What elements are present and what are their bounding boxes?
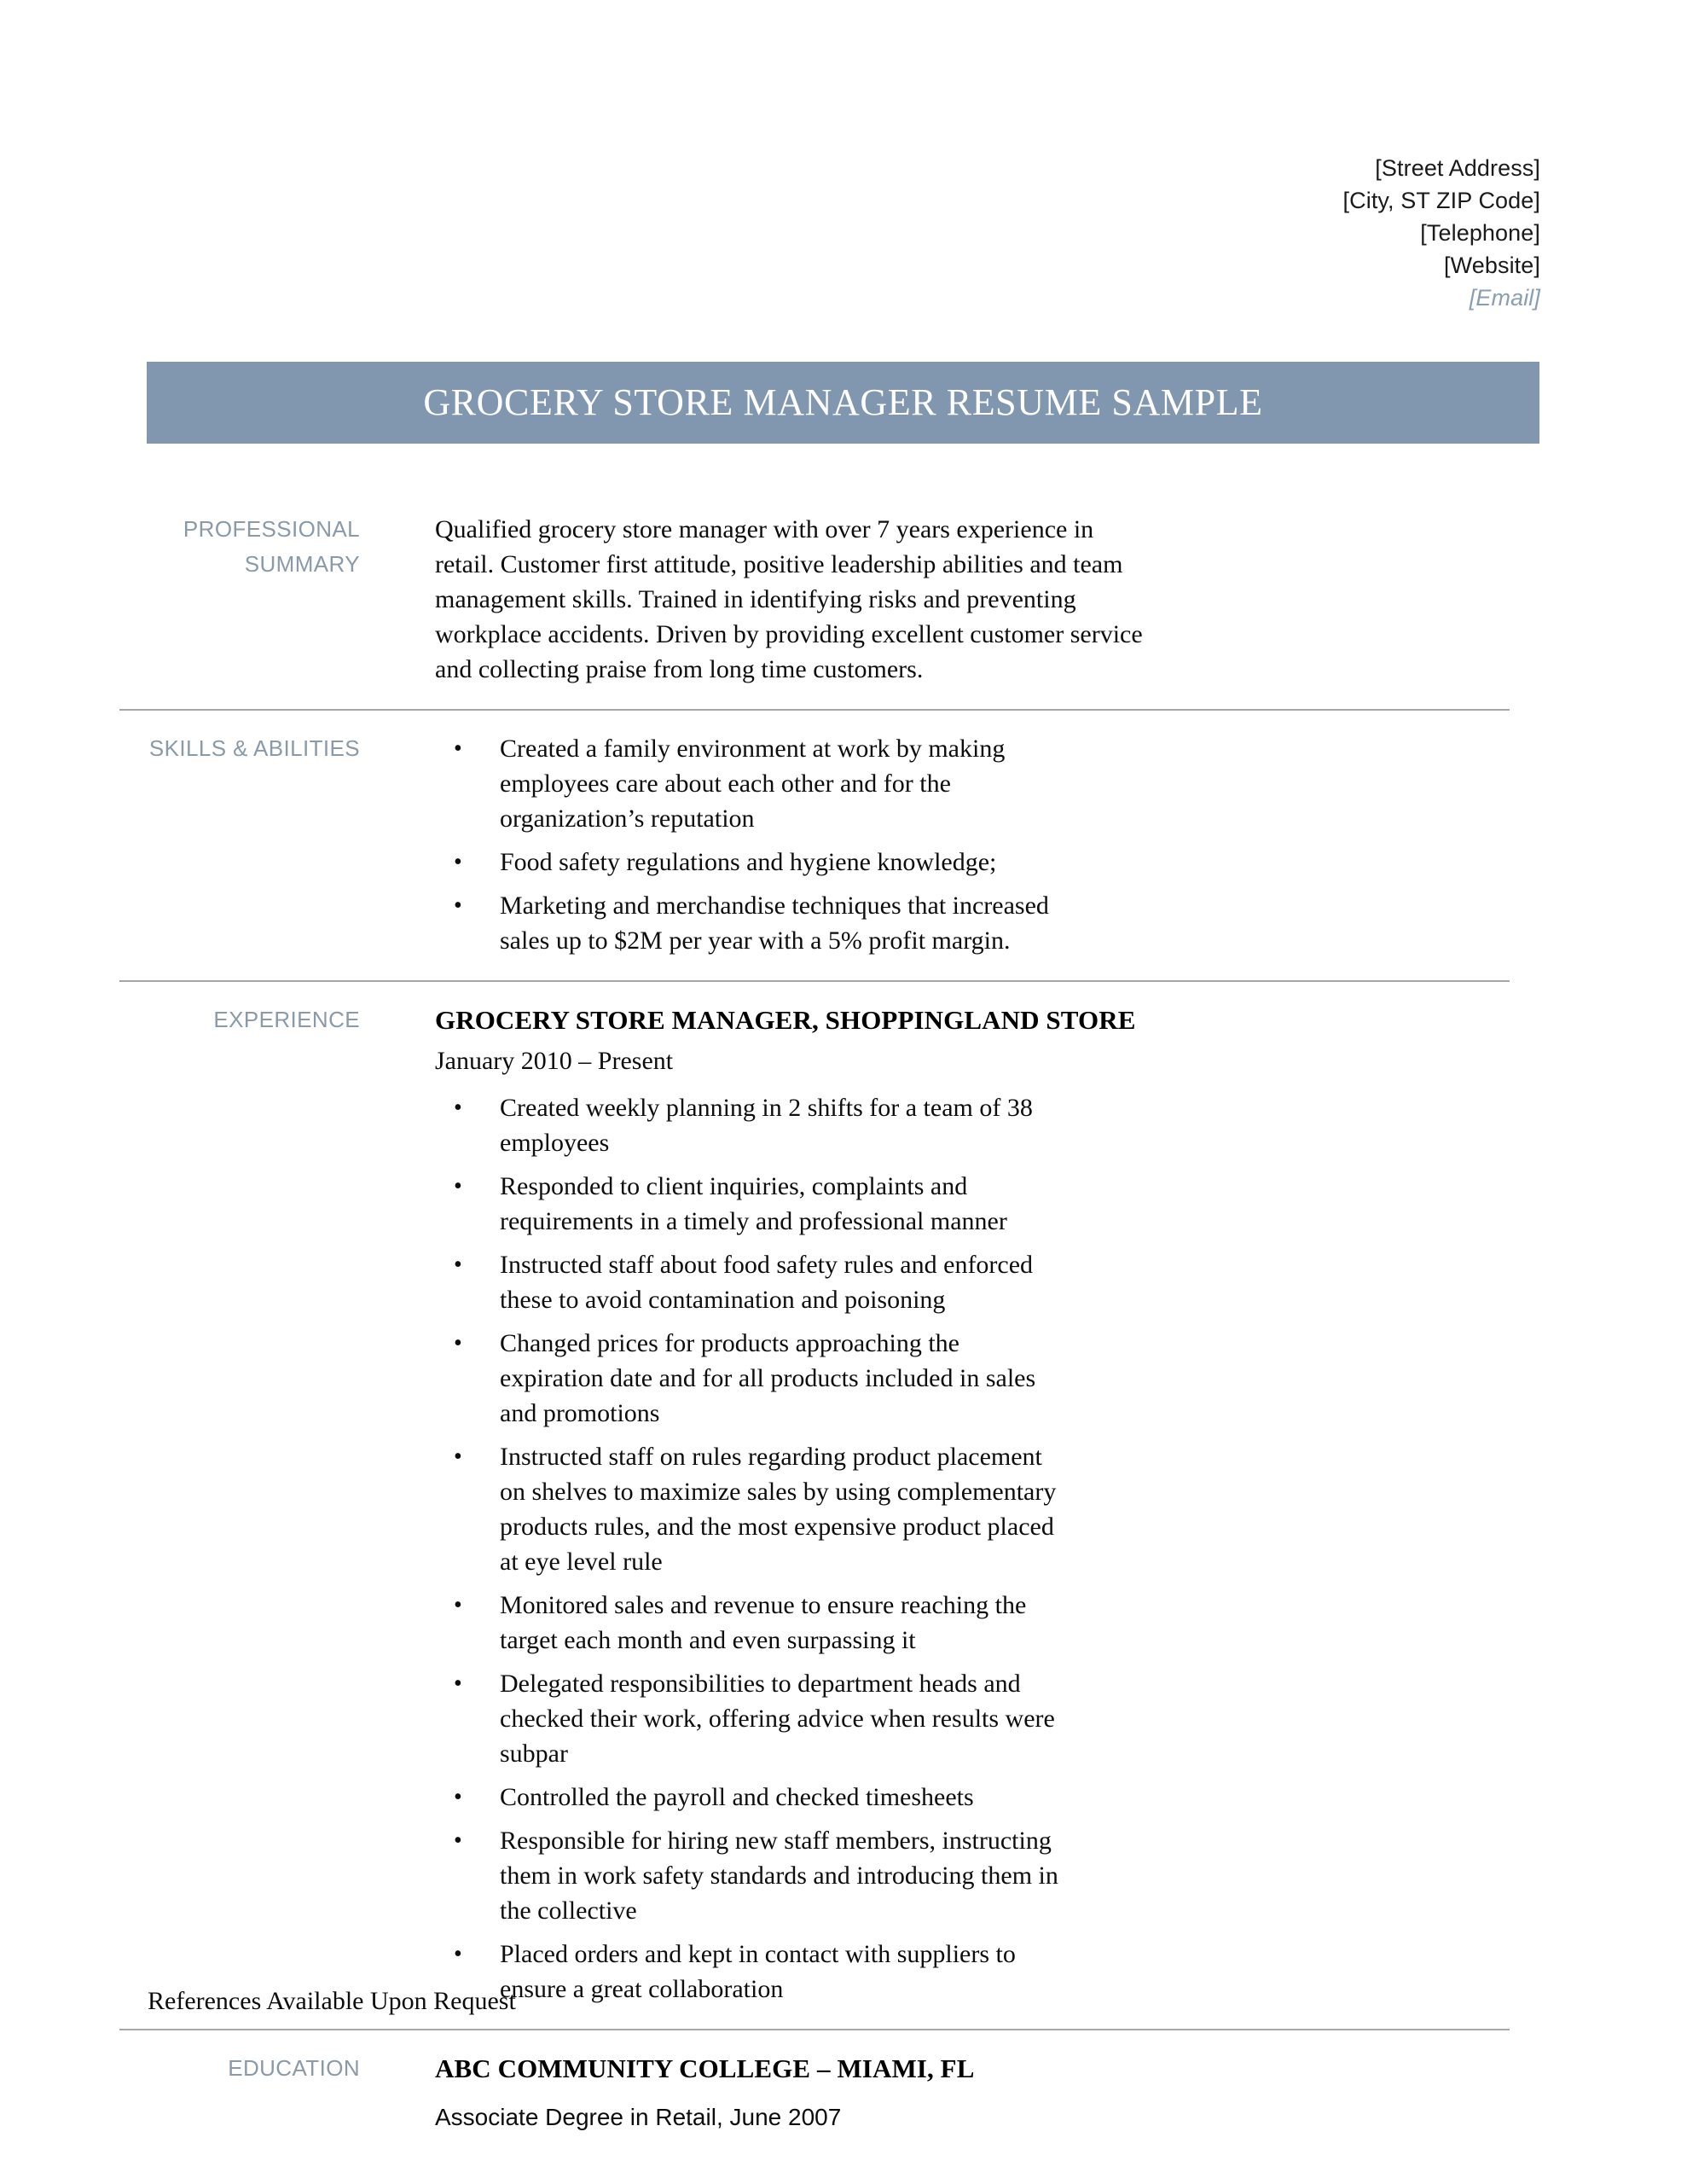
experience-body-column	[360, 1002, 1569, 2007]
list-item: • Changed prices for products approaching the expiration date and for all products included in sales and promotions	[435, 1326, 1063, 1431]
list-item: • Monitored sales and revenue to ensure reaching the target each month and even surpassing it	[435, 1588, 1063, 1658]
section-label-summary-line2: SUMMARY	[244, 551, 360, 577]
contact-website: [Website]	[1444, 253, 1540, 278]
resume-title-banner	[147, 362, 1539, 444]
list-item: • Instructed staff about food safety rules and enforced these to avoid contamination and poisoning	[435, 1247, 1063, 1317]
skills-bullet-list	[435, 731, 1569, 958]
skills-label-column	[119, 731, 360, 766]
summary-label-column	[119, 512, 360, 582]
section-experience	[119, 980, 1569, 2029]
list-item: • Instructed staff on rules regarding product placement on shelves to maximize sales by using complementary products rules, and the most expensive product placed at eye level rule	[435, 1439, 1063, 1579]
list-item: • Delegated responsibilities to department heads and checked their work, offering advice when results were subpar	[435, 1666, 1063, 1771]
contact-telephone: [Telephone]	[1420, 220, 1540, 246]
contact-street: [Street Address]	[1375, 155, 1540, 181]
references-note: References Available Upon Request	[148, 1987, 516, 2015]
education-label-column	[119, 2051, 360, 2086]
experience-bullet-list	[435, 1090, 1569, 2007]
list-item: • Food safety regulations and hygiene knowledge;	[435, 845, 1063, 880]
skills-body-column	[360, 731, 1569, 958]
section-skills-abilities	[119, 709, 1569, 980]
experience-label-column	[119, 1002, 360, 1037]
summary-paragraph: Qualified grocery store manager with over 7 years experience in retail. Customer first attitude, positive leadership abilities and team management skills. Trained in identifying risks and preventing workplace accidents. Driven by providing excellent customer service and collecting praise from long time customers.	[435, 515, 1143, 683]
list-item: • Created weekly planning in 2 shifts for a team of 38 employees	[435, 1090, 1063, 1160]
education-degree: Associate Degree in Retail, June 2007	[435, 2104, 842, 2130]
experience-job-dates: January 2010 – Present	[435, 1047, 674, 1075]
summary-body-column	[360, 512, 1569, 687]
contact-email: [Email]	[1469, 285, 1540, 311]
section-label-summary-line1: PROFESSIONAL	[183, 516, 360, 542]
list-item: • Controlled the payroll and checked timesheets	[435, 1780, 1063, 1815]
section-divider-skills	[119, 709, 1510, 711]
section-label-experience: EXPERIENCE	[213, 1007, 360, 1032]
section-divider-education	[119, 2029, 1510, 2030]
resume-body	[119, 512, 1569, 2143]
list-item: • Placed orders and kept in contact with suppliers to ensure a great collaboration	[435, 1937, 1063, 2007]
list-item: • Created a family environment at work by making employees care about each other and for the organization’s reputation	[435, 731, 1063, 836]
section-label-skills: SKILLS & ABILITIES	[148, 735, 360, 761]
list-item: • Responded to client inquiries, complaints and requirements in a timely and professional manner	[435, 1169, 1063, 1239]
list-item: • Responsible for hiring new staff members, instructing them in work safety standards and introducing them in the collective	[435, 1823, 1063, 1928]
education-school-name: ABC COMMUNITY COLLEGE – MIAMI, FL	[435, 2053, 975, 2083]
section-divider-experience	[119, 980, 1510, 982]
list-item: • Marketing and merchandise techniques that increased sales up to $2M per year with a 5% profit margin.	[435, 888, 1063, 958]
section-education	[119, 2029, 1569, 2143]
education-body-column	[360, 2051, 1569, 2135]
section-label-education: EDUCATION	[228, 2055, 360, 2081]
contact-city-state-zip: [City, ST ZIP Code]	[1342, 188, 1540, 213]
experience-job-title: GROCERY STORE MANAGER, SHOPPINGLAND STORE	[435, 1005, 1136, 1035]
contact-header	[1343, 152, 1540, 314]
section-professional-summary	[119, 512, 1569, 709]
page-title: GROCERY STORE MANAGER RESUME SAMPLE	[423, 381, 1263, 423]
